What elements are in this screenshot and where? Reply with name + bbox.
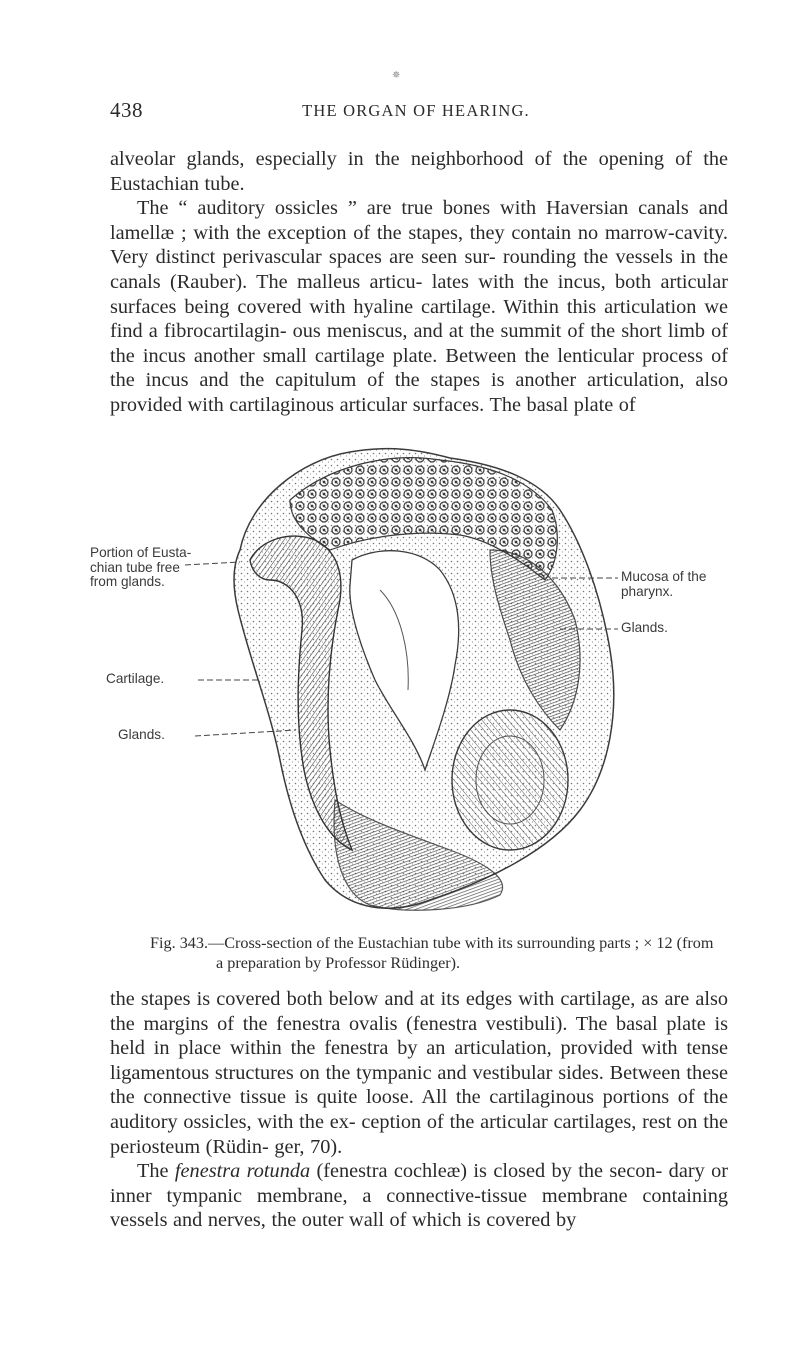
paragraph-stapes: the stapes is covered both below and at its edges with cartilage, as are also the margins of the fenestra ovalis (fenestra vestibuli). The basal plate is held in place within the fenestra by an articulation, provided with tense ligamentous structures on the tympanic and vestibular sides. Between these the connective tissue is quite loose. All the cartilaginous portions of the auditory ossicles, with the ex- ception of the articular cartilages, rest on the periosteum (Rüdin- ger, 70). (110, 988, 728, 1158)
paragraph-fenestra-rotunda (110, 1159, 728, 1233)
eustachian-tube-cross-section-illustration (90, 440, 730, 930)
body-text-bottom (110, 987, 728, 1233)
fenestra-rest: (fenestra cochleæ) is closed by the secon- dary or inner tympanic membrane, a connective-tissue membrane containing vessels and nerves, the outer wall of which is covered by (110, 1160, 728, 1232)
fenestra-rotunda-term: fenestra rotunda (174, 1160, 311, 1183)
figure-343 (90, 440, 730, 930)
caption-line-2: a preparation by Professor Rüdinger). (216, 954, 461, 972)
paragraph-ossicles: The “ auditory ossicles ” are true bones with Haversian canals and lamellæ ; with the exception of the stapes, they contain no marrow-cavity. Very distinct perivascular spaces are seen sur- rounding the vessels in the canals (Rauber). The malleus articu- lates with the incus, both articular surfaces being covered with hyaline cartilage. Within this articulation we find a fibrocartilagin- ous meniscus, and at the summit of the short limb of the incus another small cartilage plate. Between the lenticular process of the incus and the capitulum of the stapes is another articulation, also provided with cartilaginous articular surfaces. The basal plate of (110, 197, 728, 416)
fenestra-lead: The (137, 1160, 169, 1183)
label-glands-right: Glands. (621, 620, 668, 635)
printer-mark: ✵ (392, 70, 401, 81)
paragraph-continuation: alveolar glands, especially in the neighborhood of the opening of the Eustachian tube. (110, 148, 728, 195)
body-text-top (110, 147, 728, 418)
caption-line-1: Fig. 343.—Cross-section of the Eustachian tube with its surrounding parts ; × 12 (from (150, 934, 714, 952)
label-mucosa-of-pharynx: Mucosa of the pharynx. (621, 569, 707, 599)
figure-caption (150, 933, 730, 973)
label-cartilage: Cartilage. (106, 671, 165, 686)
page-number: 438 (110, 98, 143, 122)
running-title: THE ORGAN OF HEARING. (302, 101, 530, 120)
label-glands-left: Glands. (118, 727, 165, 742)
label-portion-free-from-glands: Portion of Eusta- chian tube free from glands. (90, 545, 192, 590)
running-header (110, 98, 722, 128)
